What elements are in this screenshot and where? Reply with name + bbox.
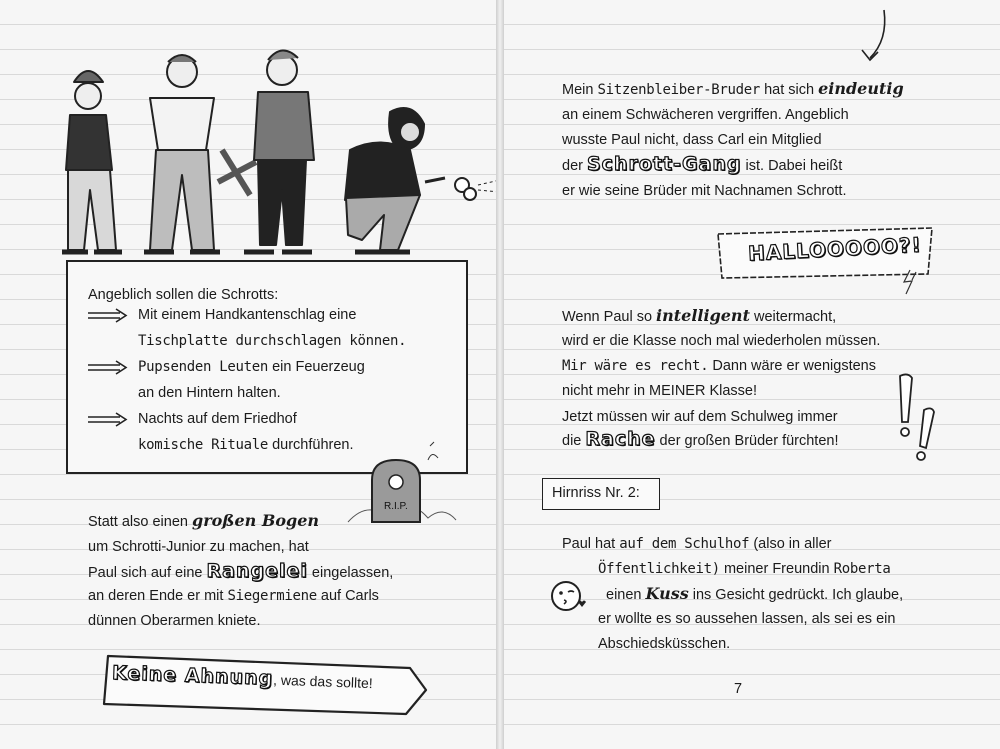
hand-text: Mir wäre es recht.: [562, 358, 709, 374]
plain-text: durchführen.: [268, 437, 354, 453]
plain-text: die: [562, 433, 586, 449]
p2-line-4: nicht mehr in MEINER Klasse!: [562, 383, 758, 399]
hand-text: Pupsenden Leuten: [138, 359, 269, 375]
p2-line-3: [562, 357, 876, 375]
para-line-3: [88, 562, 393, 582]
lightning-icon: [902, 270, 922, 294]
plain-text: Statt also einen: [88, 514, 192, 530]
plain-text: Paul sich auf eine: [88, 565, 207, 581]
plain-text: Dann wäre er wenigstens: [708, 358, 876, 374]
emphasis-text: eindeutig: [818, 79, 904, 98]
box-item-2-line1: [138, 358, 365, 376]
tombstone-icon: [348, 440, 458, 530]
plain-text: Mein: [562, 82, 598, 98]
hand-text: auf dem Schulhof: [619, 536, 750, 552]
double-arrow-icon: [88, 309, 128, 323]
box-item-1-line2: Tischplatte durchschlagen können.: [138, 333, 407, 349]
hand-text: Roberta: [833, 561, 891, 577]
box-item-3-line2: [138, 436, 354, 454]
plain-text: eingelassen,: [307, 565, 394, 581]
plain-text: Wenn Paul so: [562, 309, 657, 325]
double-arrow-icon: [88, 413, 128, 427]
p1-line-1: [562, 80, 904, 99]
p1-line-5: er wie seine Brüder mit Nachnamen Schrott.: [562, 183, 847, 199]
plain-text: ein Feuerzeug: [268, 359, 365, 375]
box-item-3-line1: Nachts auf dem Friedhof: [138, 411, 297, 427]
exclamation-marks-icon: [894, 372, 944, 462]
p2-line-5: Jetzt müssen wir auf dem Schulweg immer: [562, 409, 838, 425]
p3-line-4: er wollte es so aussehen lassen, als sei es ein: [598, 611, 896, 627]
emphasis-text: Keine Ahnung: [111, 662, 274, 690]
p1-line-3: wusste Paul nicht, dass Carl ein Mitglied: [562, 132, 822, 148]
left-page: [0, 0, 496, 749]
boys-illustration: [0, 0, 496, 270]
p3-line-2: [598, 560, 890, 578]
plain-text: auf Carls: [316, 588, 379, 604]
hirnriss-label: Hirnriss Nr. 2:: [552, 485, 640, 501]
emphasis-text: Rangelei: [206, 560, 308, 582]
box-intro: Angeblich sollen die Schrotts:: [88, 287, 279, 303]
plain-text: der: [562, 158, 587, 174]
p2-line-6: [562, 430, 839, 450]
emphasis-text: Schrott-Gang: [587, 153, 742, 175]
para-line-1: [88, 512, 319, 531]
para-line-5: dünnen Oberarmen kniete.: [88, 613, 261, 629]
box-item-2-line2: an den Hintern halten.: [138, 385, 281, 401]
book-gutter: [496, 0, 504, 749]
emphasis-text: Kuss: [645, 584, 689, 603]
page-number: 7: [734, 681, 743, 697]
p2-line-2: wird er die Klasse noch mal wiederholen müssen.: [562, 333, 881, 349]
kiss-emoji-icon: [548, 578, 588, 618]
para-line-2: um Schrotti-Junior zu machen, hat: [88, 539, 309, 555]
p2-line-1: [562, 307, 836, 326]
hand-text: Öffentlichkeit): [598, 561, 720, 577]
arrow-down-icon: [858, 10, 898, 70]
hallo-text: HALLOOOOO?!: [747, 232, 923, 266]
plain-text: (also in aller: [749, 536, 832, 552]
plain-text: ist. Dabei heißt: [741, 158, 843, 174]
plain-text: der großen Brüder fürchten!: [655, 433, 839, 449]
plain-text: meiner Freundin: [719, 561, 834, 577]
p3-line-3: [606, 585, 903, 604]
plain-text: , was das sollte!: [272, 671, 373, 692]
hand-text: Sitzenbleiber-Bruder: [597, 82, 761, 98]
emphasis-text: Rache: [585, 428, 656, 450]
p1-line-4: [562, 155, 842, 175]
box-item-1-line1: Mit einem Handkantenschlag eine: [138, 307, 357, 323]
plain-text: einen: [606, 587, 646, 603]
hand-text: Siegermiene: [227, 588, 317, 604]
tombstone-text: R.I.P.: [384, 501, 408, 512]
plain-text: weitermacht,: [749, 309, 837, 325]
hand-text: komische Rituale: [138, 437, 269, 453]
double-arrow-icon: [88, 361, 128, 375]
plain-text: an deren Ende er mit: [88, 588, 228, 604]
p1-line-2: an einem Schwächeren vergriffen. Angeblich: [562, 107, 849, 123]
emphasis-text: intelligent: [656, 306, 750, 325]
p3-line-5: Abschiedsküsschen.: [598, 636, 731, 652]
plain-text: hat sich: [760, 82, 819, 98]
plain-text: ins Gesicht gedrückt. Ich glaube,: [688, 587, 904, 603]
p3-line-1: [562, 535, 832, 553]
plain-text: Paul hat: [562, 536, 620, 552]
right-page: [504, 0, 1000, 749]
para-line-4: [88, 587, 379, 605]
emphasis-text: großen Bogen: [192, 511, 320, 530]
